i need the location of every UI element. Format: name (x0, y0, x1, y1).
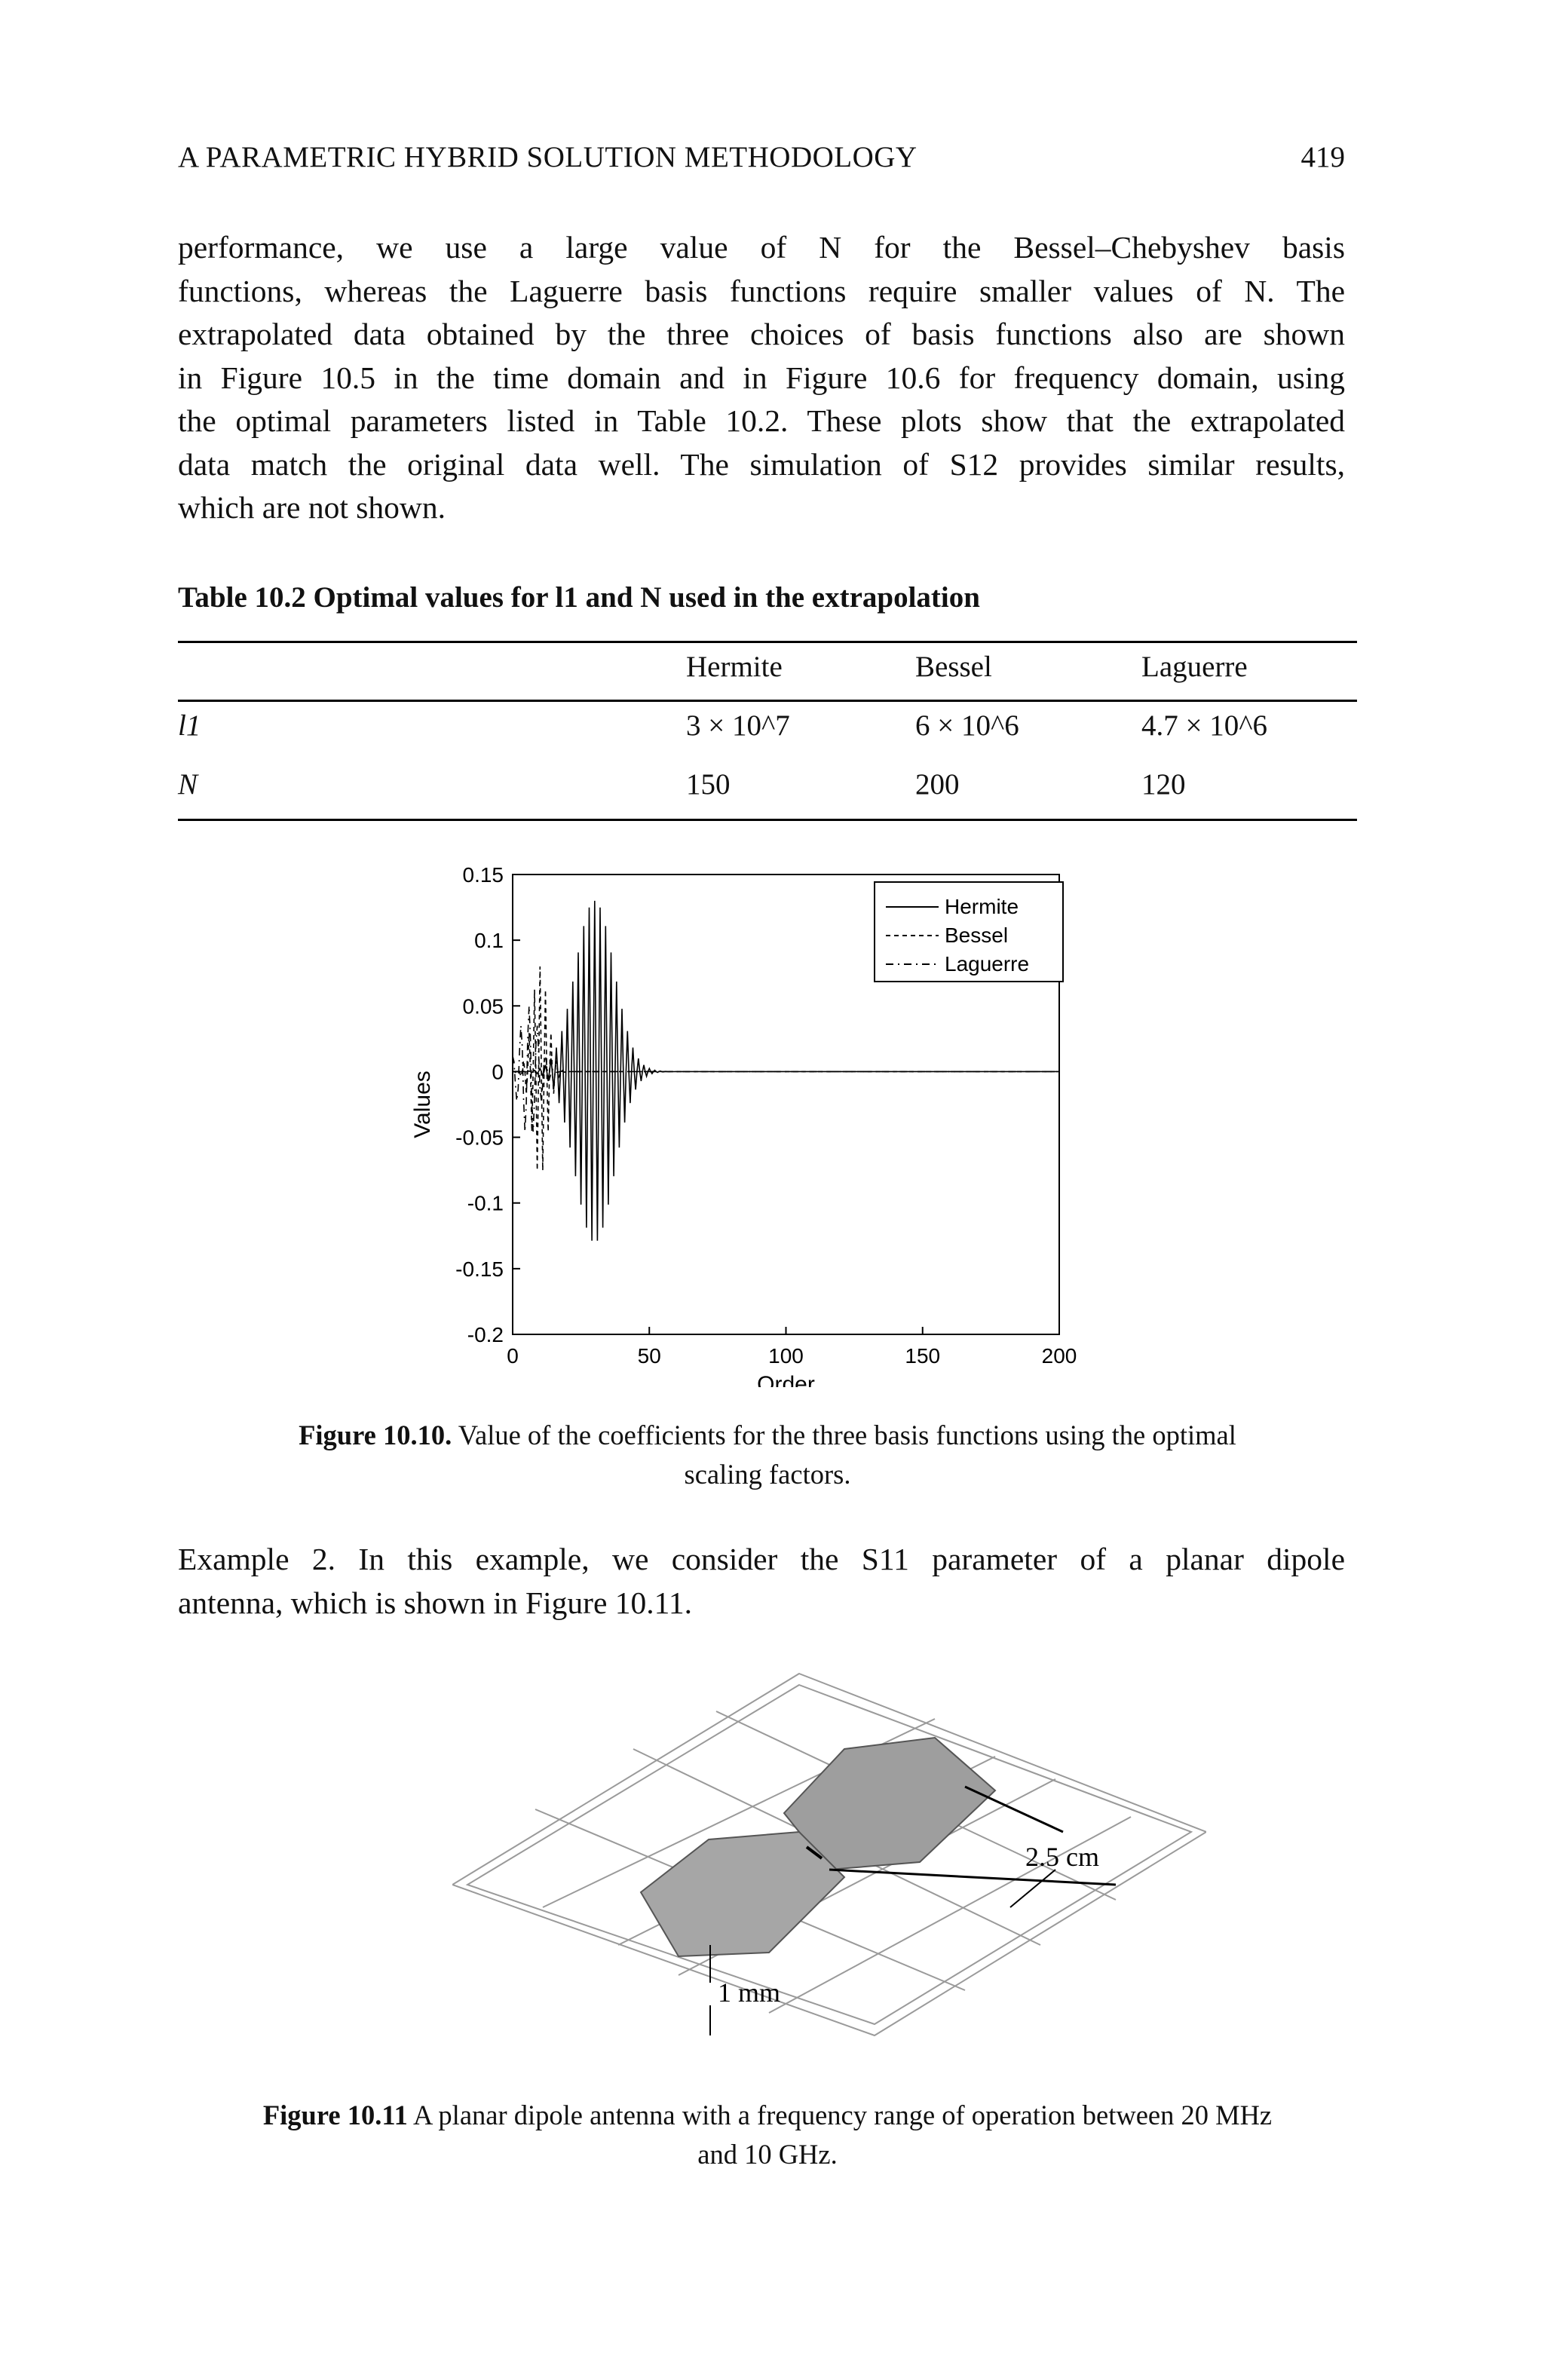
table-row-label: l1 (178, 709, 201, 742)
table-cell: 4.7 × 10^6 (1141, 709, 1268, 742)
figure-label: Figure 10.11 (262, 2100, 408, 2130)
legend-label-bessel: Bessel (945, 924, 1009, 947)
table-cell: 200 (915, 768, 960, 801)
table-header-hermite: Hermite (686, 651, 783, 683)
legend-label-laguerre: Laguerre (945, 952, 1030, 976)
series-line-laguerre (513, 1006, 1059, 1132)
y-tick-label: 0.15 (462, 863, 504, 887)
paragraph-line: extrapolated data obtained by the three choices of basis functions also are shown (178, 317, 1345, 351)
running-title: A PARAMETRIC HYBRID SOLUTION METHODOLOGY (178, 141, 918, 173)
y-tick-label: -0.15 (455, 1257, 504, 1281)
paragraph-line: antenna, which is shown in Figure 10.11. (178, 1585, 692, 1620)
paragraph-line: which are not shown. (178, 490, 446, 525)
table-cell: 120 (1141, 768, 1186, 801)
y-tick-label: -0.1 (467, 1191, 504, 1215)
paragraph-line: data match the original data well. The simulation of S12 provides similar results, (178, 446, 1345, 482)
paragraph-line: the optimal parameters listed in Table 10.2. These plots show that the extrapolated (178, 403, 1345, 438)
paragraph-line: in Figure 10.5 in the time domain and in Figure 10.6 for frequency domain, using (178, 360, 1345, 395)
dipole-antenna-figure (452, 1659, 1206, 2054)
y-axis-label: Values (410, 1071, 435, 1138)
coefficient-chart (392, 859, 1146, 1391)
y-tick-label: -0.2 (467, 1323, 504, 1346)
running-header (178, 140, 1345, 185)
figure-label: Figure 10.10. (299, 1420, 452, 1450)
body-paragraph (178, 226, 1345, 530)
x-tick-label: 50 (637, 1344, 661, 1368)
x-axis-label: Order (757, 1372, 815, 1387)
table-row-label: N (178, 768, 198, 801)
y-tick-label: 0.05 (462, 994, 504, 1018)
table-header-bessel: Bessel (915, 651, 992, 683)
series-line-bessel (513, 966, 1059, 1170)
table-cell: 3 × 10^7 (686, 709, 790, 742)
caption-text: Value of the coefficients for the three basis functions using the optimal (458, 1420, 1236, 1450)
page-number: 419 (1300, 141, 1345, 173)
caption-text: A planar dipole antenna with a frequency range of operation between 20 MHz (412, 2100, 1273, 2130)
paragraph-line: functions, whereas the Laguerre basis functions require smaller values of N. The (178, 273, 1345, 308)
caption-text: scaling factors. (684, 1459, 851, 1490)
dimension-leader (1010, 1870, 1055, 1907)
x-tick-label: 200 (1041, 1344, 1077, 1368)
x-tick-label: 150 (905, 1344, 941, 1368)
y-tick-label: -0.05 (455, 1126, 504, 1150)
table-caption: Table 10.2 Optimal values for l1 and N used in the extrapolation (178, 581, 980, 614)
table-header-laguerre: Laguerre (1141, 651, 1248, 683)
x-tick-label: 0 (507, 1344, 519, 1368)
dimension-label-width: 2.5 cm (1025, 1842, 1099, 1872)
figure-10-11-caption (178, 2096, 1357, 2174)
y-tick-label: 0.1 (474, 929, 504, 953)
figure-10-10-caption (178, 1416, 1357, 1494)
example-paragraph (178, 1538, 1345, 1625)
table-cell: 150 (686, 768, 731, 801)
table-cell: 6 × 10^6 (915, 709, 1019, 742)
table-mid-rule (178, 700, 1357, 702)
chart-legend (875, 882, 1063, 982)
caption-text: and 10 GHz. (697, 2139, 838, 2170)
dimension-line (965, 1787, 1063, 1832)
x-tick-label: 100 (768, 1344, 804, 1368)
dimension-line (829, 1870, 1116, 1885)
paragraph-line: Example 2. In this example, we consider the S11 parameter of a planar dipole (178, 1542, 1345, 1576)
legend-label-hermite: Hermite (945, 895, 1019, 918)
dimension-label-gap: 1 mm (718, 1977, 781, 2008)
table-top-rule (178, 641, 1357, 643)
paragraph-line: performance, we use a large value of N for the Bessel–Chebyshev basis (178, 230, 1345, 265)
table-bottom-rule (178, 819, 1357, 821)
y-tick-label: 0 (492, 1060, 504, 1084)
